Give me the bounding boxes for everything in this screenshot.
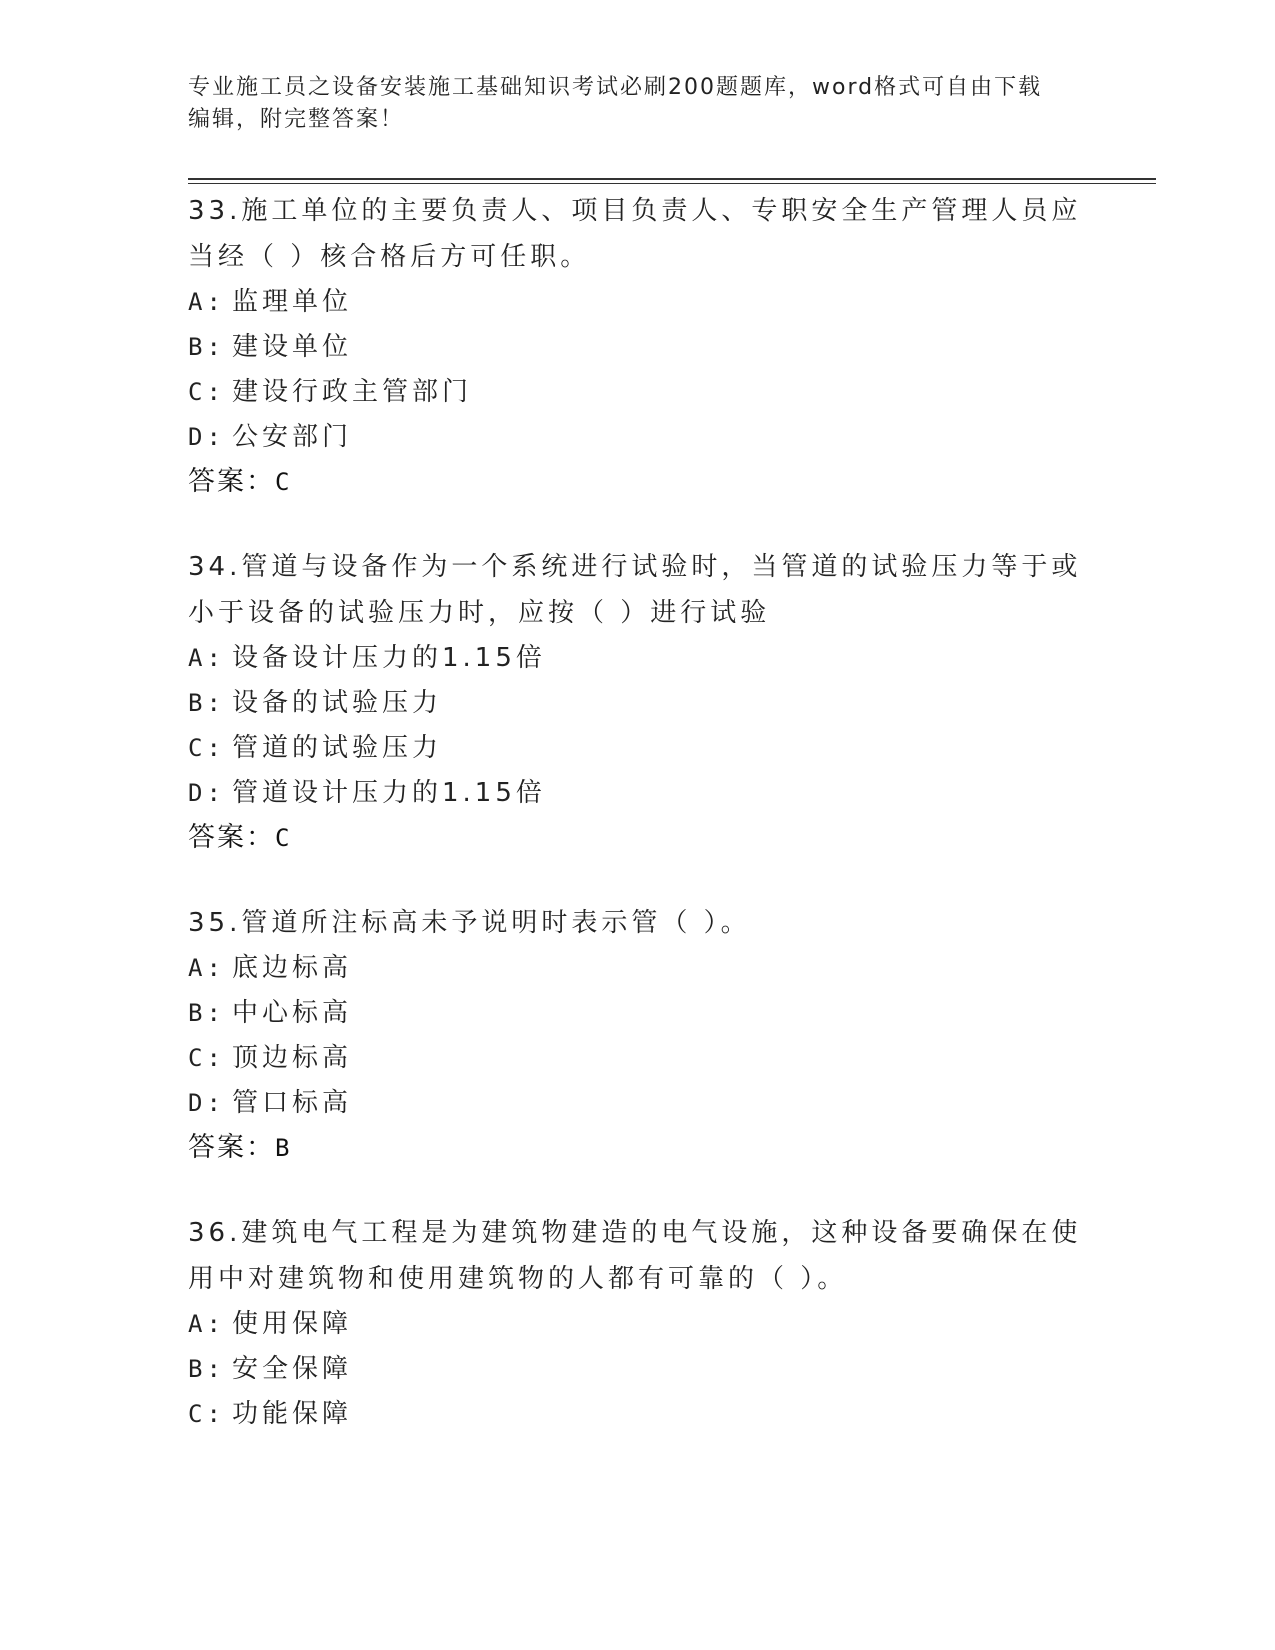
option-text: 管口标高 <box>232 1088 353 1118</box>
option-letter: C: <box>188 1400 225 1428</box>
option-letter: A: <box>188 644 225 672</box>
option-a <box>188 1302 1088 1347</box>
option-b <box>188 1347 1088 1392</box>
answer-label: 答案： <box>188 1132 275 1163</box>
answer-line <box>188 1126 1088 1170</box>
option-text: 使用保障 <box>232 1309 353 1339</box>
option-text: 设备的试验压力 <box>232 688 443 718</box>
option-a <box>188 636 1088 681</box>
option-letter: A: <box>188 1310 225 1338</box>
option-c <box>188 1392 1088 1437</box>
question-stem: 33.施工单位的主要负责人、项目负责人、专职安全生产管理人员应当经（ ）核合格后方可任职。 <box>188 196 1082 272</box>
option-text: 功能保障 <box>232 1399 353 1429</box>
option-a <box>188 946 1088 991</box>
option-text: 顶边标高 <box>232 1043 353 1073</box>
answer-value: C <box>275 824 290 852</box>
option-letter: B: <box>188 689 225 717</box>
question-stem: 34.管道与设备作为一个系统进行试验时，当管道的试验压力等于或小于设备的试验压力时，应按（ ）进行试验 <box>188 552 1082 628</box>
option-c <box>188 1036 1088 1081</box>
option-letter: C: <box>188 734 225 762</box>
option-text: 设备设计压力的1.15倍 <box>232 643 546 673</box>
option-text: 公安部门 <box>232 422 353 452</box>
option-c <box>188 726 1088 771</box>
answer-line <box>188 460 1088 504</box>
option-d <box>188 415 1088 460</box>
option-letter: D: <box>188 1089 225 1117</box>
question-35 <box>188 900 1088 1170</box>
question-stem: 36.建筑电气工程是为建筑物建造的电气设施，这种设备要确保在使用中对建筑物和使用建筑物的人都有可靠的（ ）。 <box>188 1218 1082 1294</box>
option-text: 监理单位 <box>232 287 353 317</box>
option-letter: D: <box>188 779 225 807</box>
option-text: 中心标高 <box>232 998 353 1028</box>
answer-label: 答案： <box>188 466 275 497</box>
header-title-line-2: 编辑，附完整答案！ <box>188 107 405 132</box>
option-text: 底边标高 <box>232 953 353 983</box>
option-d <box>188 771 1088 816</box>
option-text: 管道的试验压力 <box>232 733 443 763</box>
option-letter: B: <box>188 1355 225 1383</box>
option-letter: A: <box>188 954 225 982</box>
header-divider-thick <box>188 178 1156 180</box>
option-letter: B: <box>188 999 225 1027</box>
option-text: 建设行政主管部门 <box>232 377 473 407</box>
question-33 <box>188 188 1088 504</box>
option-text: 建设单位 <box>232 332 353 362</box>
header-title-line-1: 专业施工员之设备安装施工基础知识考试必刷200题题库，word格式可自由下载 <box>188 75 1043 100</box>
option-letter: A: <box>188 288 225 316</box>
question-36 <box>188 1210 1088 1437</box>
header-divider-thin <box>188 183 1156 184</box>
option-d <box>188 1081 1088 1126</box>
option-text: 管道设计压力的1.15倍 <box>232 778 546 808</box>
option-text: 安全保障 <box>232 1354 353 1384</box>
option-letter: D: <box>188 423 225 451</box>
document-header <box>188 72 1088 136</box>
answer-label: 答案： <box>188 822 275 853</box>
answer-value: B <box>275 1134 290 1162</box>
question-list <box>188 188 1088 1477</box>
answer-line <box>188 816 1088 860</box>
option-c <box>188 370 1088 415</box>
option-letter: B: <box>188 333 225 361</box>
option-letter: C: <box>188 1044 225 1072</box>
option-a <box>188 280 1088 325</box>
question-stem: 35.管道所注标高未予说明时表示管（ ）。 <box>188 908 751 938</box>
option-b <box>188 325 1088 370</box>
question-34 <box>188 544 1088 860</box>
option-b <box>188 991 1088 1036</box>
option-letter: C: <box>188 378 225 406</box>
answer-value: C <box>275 468 290 496</box>
option-b <box>188 681 1088 726</box>
